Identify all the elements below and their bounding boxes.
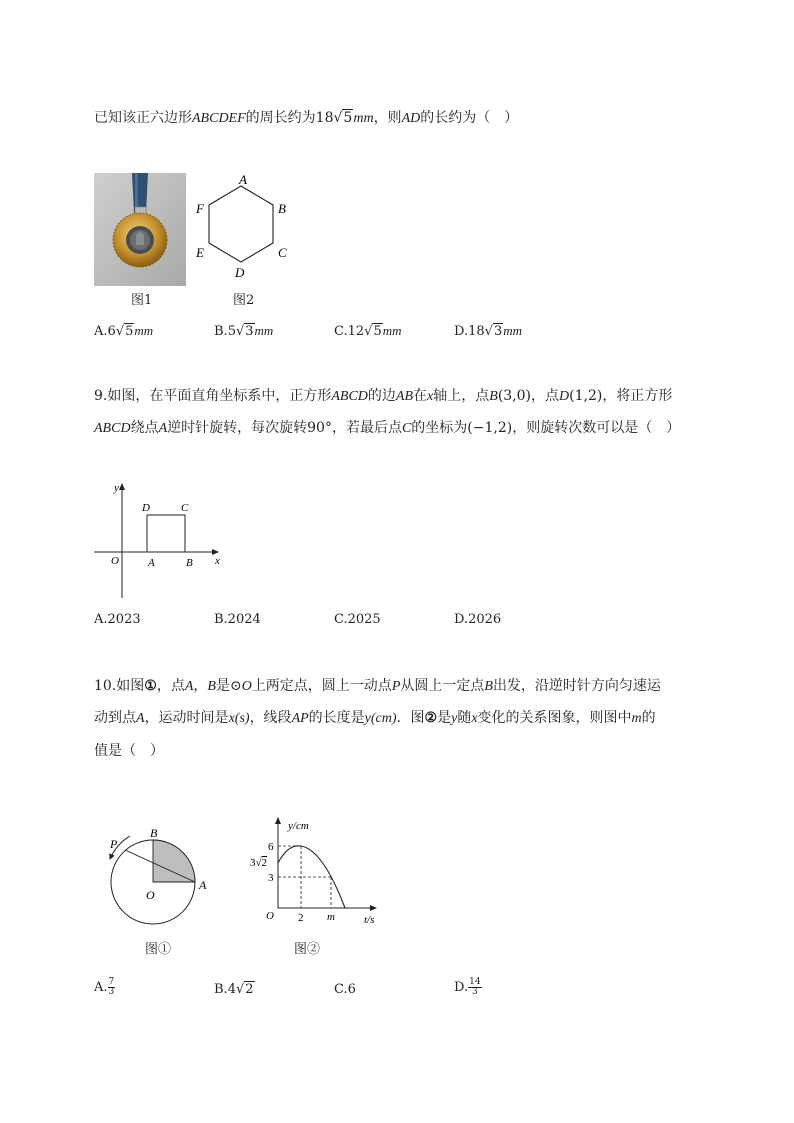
q10-label-ycm: y/cm [288, 820, 309, 832]
q10-stem-line3: 值是（ ） [94, 743, 164, 759]
q9-coordinate-figure [90, 478, 230, 603]
q10-circle-figure [100, 822, 215, 932]
q10-label-ts: t/s [364, 914, 375, 926]
q9-square [147, 515, 185, 552]
q9-stem-line1: 9.如图，在平面直角坐标系中，正方形ABCD的边AB在x轴上，点B(3,0)，点D(1,2)，将正方形 [94, 388, 673, 404]
q10-tick-3: 3 [268, 872, 274, 884]
q10-tick-m: m [327, 911, 335, 923]
q8-fig2-caption: 图2 [233, 293, 255, 308]
hex-label-d: D [235, 265, 245, 280]
q10-shaded-region [153, 840, 195, 882]
q10-label-o: O [266, 910, 274, 922]
q10-label-b: B [150, 826, 158, 840]
q8-stem: 已知该正六边形ABCDEF的周长约为18√5mm，则AD的长约为（ ） [94, 110, 519, 126]
q9-label-o: O [111, 555, 119, 567]
q9-stem-line2: ABCD绕点A逆时针旋转，每次旋转90°，若最后点C的坐标为(−1,2)，则旋转次数可以是（ ） [94, 420, 681, 436]
q10-label-p: P [110, 837, 118, 851]
q8-hexagon-figure [190, 170, 300, 285]
q8-stem-text: 的长约为（ ） [420, 110, 519, 126]
hex-label-e: E [196, 245, 204, 260]
q8-hexagon-name: ABCDEF [192, 111, 246, 126]
q9-option-d: D.2026 [454, 612, 502, 627]
q9-label-x: x [215, 555, 220, 567]
q10-option-b: B.4√2 [214, 982, 254, 997]
q8-option-b: B.5√3mm [214, 323, 274, 339]
q10-option-c: C.6 [334, 982, 356, 997]
q9-label-d: D [142, 502, 150, 514]
hex-label-a: A [239, 172, 247, 187]
q8-fig1-caption: 图1 [131, 293, 153, 308]
q9-label-y: y [114, 482, 119, 494]
q9-option-a: A.2023 [94, 612, 141, 627]
q10-option-a: A. $\frac{7}{3}$ [94, 977, 115, 997]
q10-tick-2: 2 [298, 912, 304, 924]
hex-label-c: C [278, 245, 287, 260]
q10-fig1-caption: 图① [145, 942, 172, 957]
q8-segment: AD [401, 111, 421, 126]
q8-medal-photo [94, 173, 186, 286]
q10-tick-3root2: 3√2 [250, 857, 268, 869]
q9-option-c: C.2025 [334, 612, 381, 627]
q10-tick-6: 6 [268, 841, 274, 853]
q8-unit: mm [353, 111, 374, 126]
q9-label-c: C [181, 502, 189, 514]
q9-label-a: A [148, 557, 155, 569]
q8-stem-text: 的周长约为18 [245, 110, 334, 126]
q8-option-d: D.18√3mm [454, 323, 522, 339]
q10-graph-figure [248, 812, 388, 930]
q10-label-a: A [199, 878, 207, 892]
hex-label-f: F [196, 201, 204, 216]
q10-fig2-caption: 图② [294, 942, 321, 957]
q9-label-b: B [186, 557, 193, 569]
q8-stem-text: 已知该正六边形 [94, 110, 192, 126]
q8-root: 5 [343, 110, 353, 126]
q10-option-d: D. $\frac{14}{3}$ [454, 977, 481, 997]
q8-option-c: C.12√5mm [334, 323, 402, 339]
q10-label-o: O [146, 888, 155, 902]
q8-stem-text: ，则 [373, 110, 402, 126]
q8-option-a: A.6√5mm [94, 323, 154, 339]
q10-stem-line1: 10.如图①，点A，B是⊙O上两定点，圆上一动点P从圆上一定点B出发，沿逆时针方向匀速运 [94, 678, 661, 694]
q9-option-b: B.2024 [214, 612, 261, 627]
q10-stem-line2: 动到点A，运动时间是x(s)，线段AP的长度是y(cm)．图②是y随x变化的关系图象，则图中m的 [94, 710, 656, 726]
hex-label-b: B [278, 201, 286, 216]
